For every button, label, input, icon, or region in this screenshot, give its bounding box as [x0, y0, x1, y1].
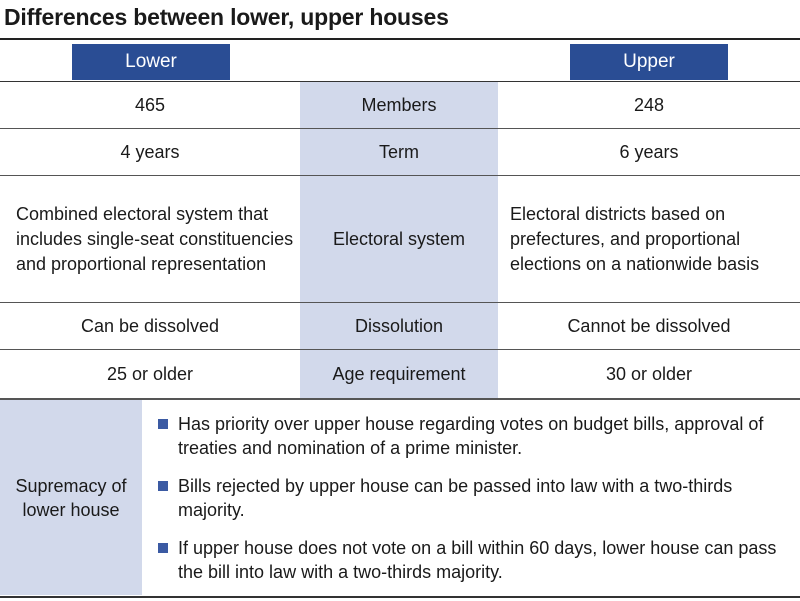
row-label-age-requirement: Age requirement — [300, 350, 498, 398]
lower-dissolution: Can be dissolved — [80, 315, 220, 336]
row-label-term: Term — [300, 129, 498, 175]
upper-electoral-system: Electoral districts based on prefectures, and proportional elections on a nationwide basis — [510, 203, 760, 274]
upper-members: 248 — [633, 94, 665, 115]
column-header-lower: Lower — [72, 44, 230, 80]
square-bullet-icon — [158, 481, 168, 491]
comparison-table — [0, 82, 800, 398]
supremacy-section — [0, 398, 800, 595]
page-title: Differences between lower, upper houses — [4, 4, 449, 30]
upper-dissolution: Cannot be dissolved — [567, 315, 731, 336]
lower-age-requirement: 25 or older — [106, 363, 194, 384]
list-item — [158, 536, 786, 584]
table-row-term — [0, 129, 800, 176]
supremacy-list — [142, 400, 800, 595]
list-item-text: Has priority over upper house regarding votes on budget bills, approval of treaties and nomination of a prime minister. — [178, 414, 764, 458]
lower-electoral-system: Combined electoral system that includes single-seat constituencies and proportional representation — [16, 203, 294, 274]
row-label-dissolution: Dissolution — [300, 303, 498, 349]
lower-members: 465 — [134, 94, 166, 115]
table-row-electoral-system — [0, 176, 800, 303]
square-bullet-icon — [158, 419, 168, 429]
column-header-upper: Upper — [570, 44, 728, 80]
upper-term: 6 years — [619, 141, 679, 162]
list-item — [158, 474, 786, 522]
bottom-divider — [0, 596, 800, 598]
list-item-text: If upper house does not vote on a bill within 60 days, lower house can pass the bill into law with a two-thirds majority. — [178, 538, 777, 582]
table-row-members — [0, 82, 800, 129]
square-bullet-icon — [158, 543, 168, 553]
supremacy-label: Supremacy of lower house — [0, 400, 142, 595]
list-item-text: Bills rejected by upper house can be passed into law with a two-thirds majority. — [178, 476, 733, 520]
row-label-electoral-system: Electoral system — [300, 176, 498, 302]
upper-age-requirement: 30 or older — [605, 363, 693, 384]
table-row-age-requirement — [0, 350, 800, 398]
table-row-dissolution — [0, 303, 800, 350]
row-label-members: Members — [300, 82, 498, 128]
lower-term: 4 years — [120, 141, 180, 162]
title-divider — [0, 38, 800, 40]
list-item — [158, 412, 786, 460]
